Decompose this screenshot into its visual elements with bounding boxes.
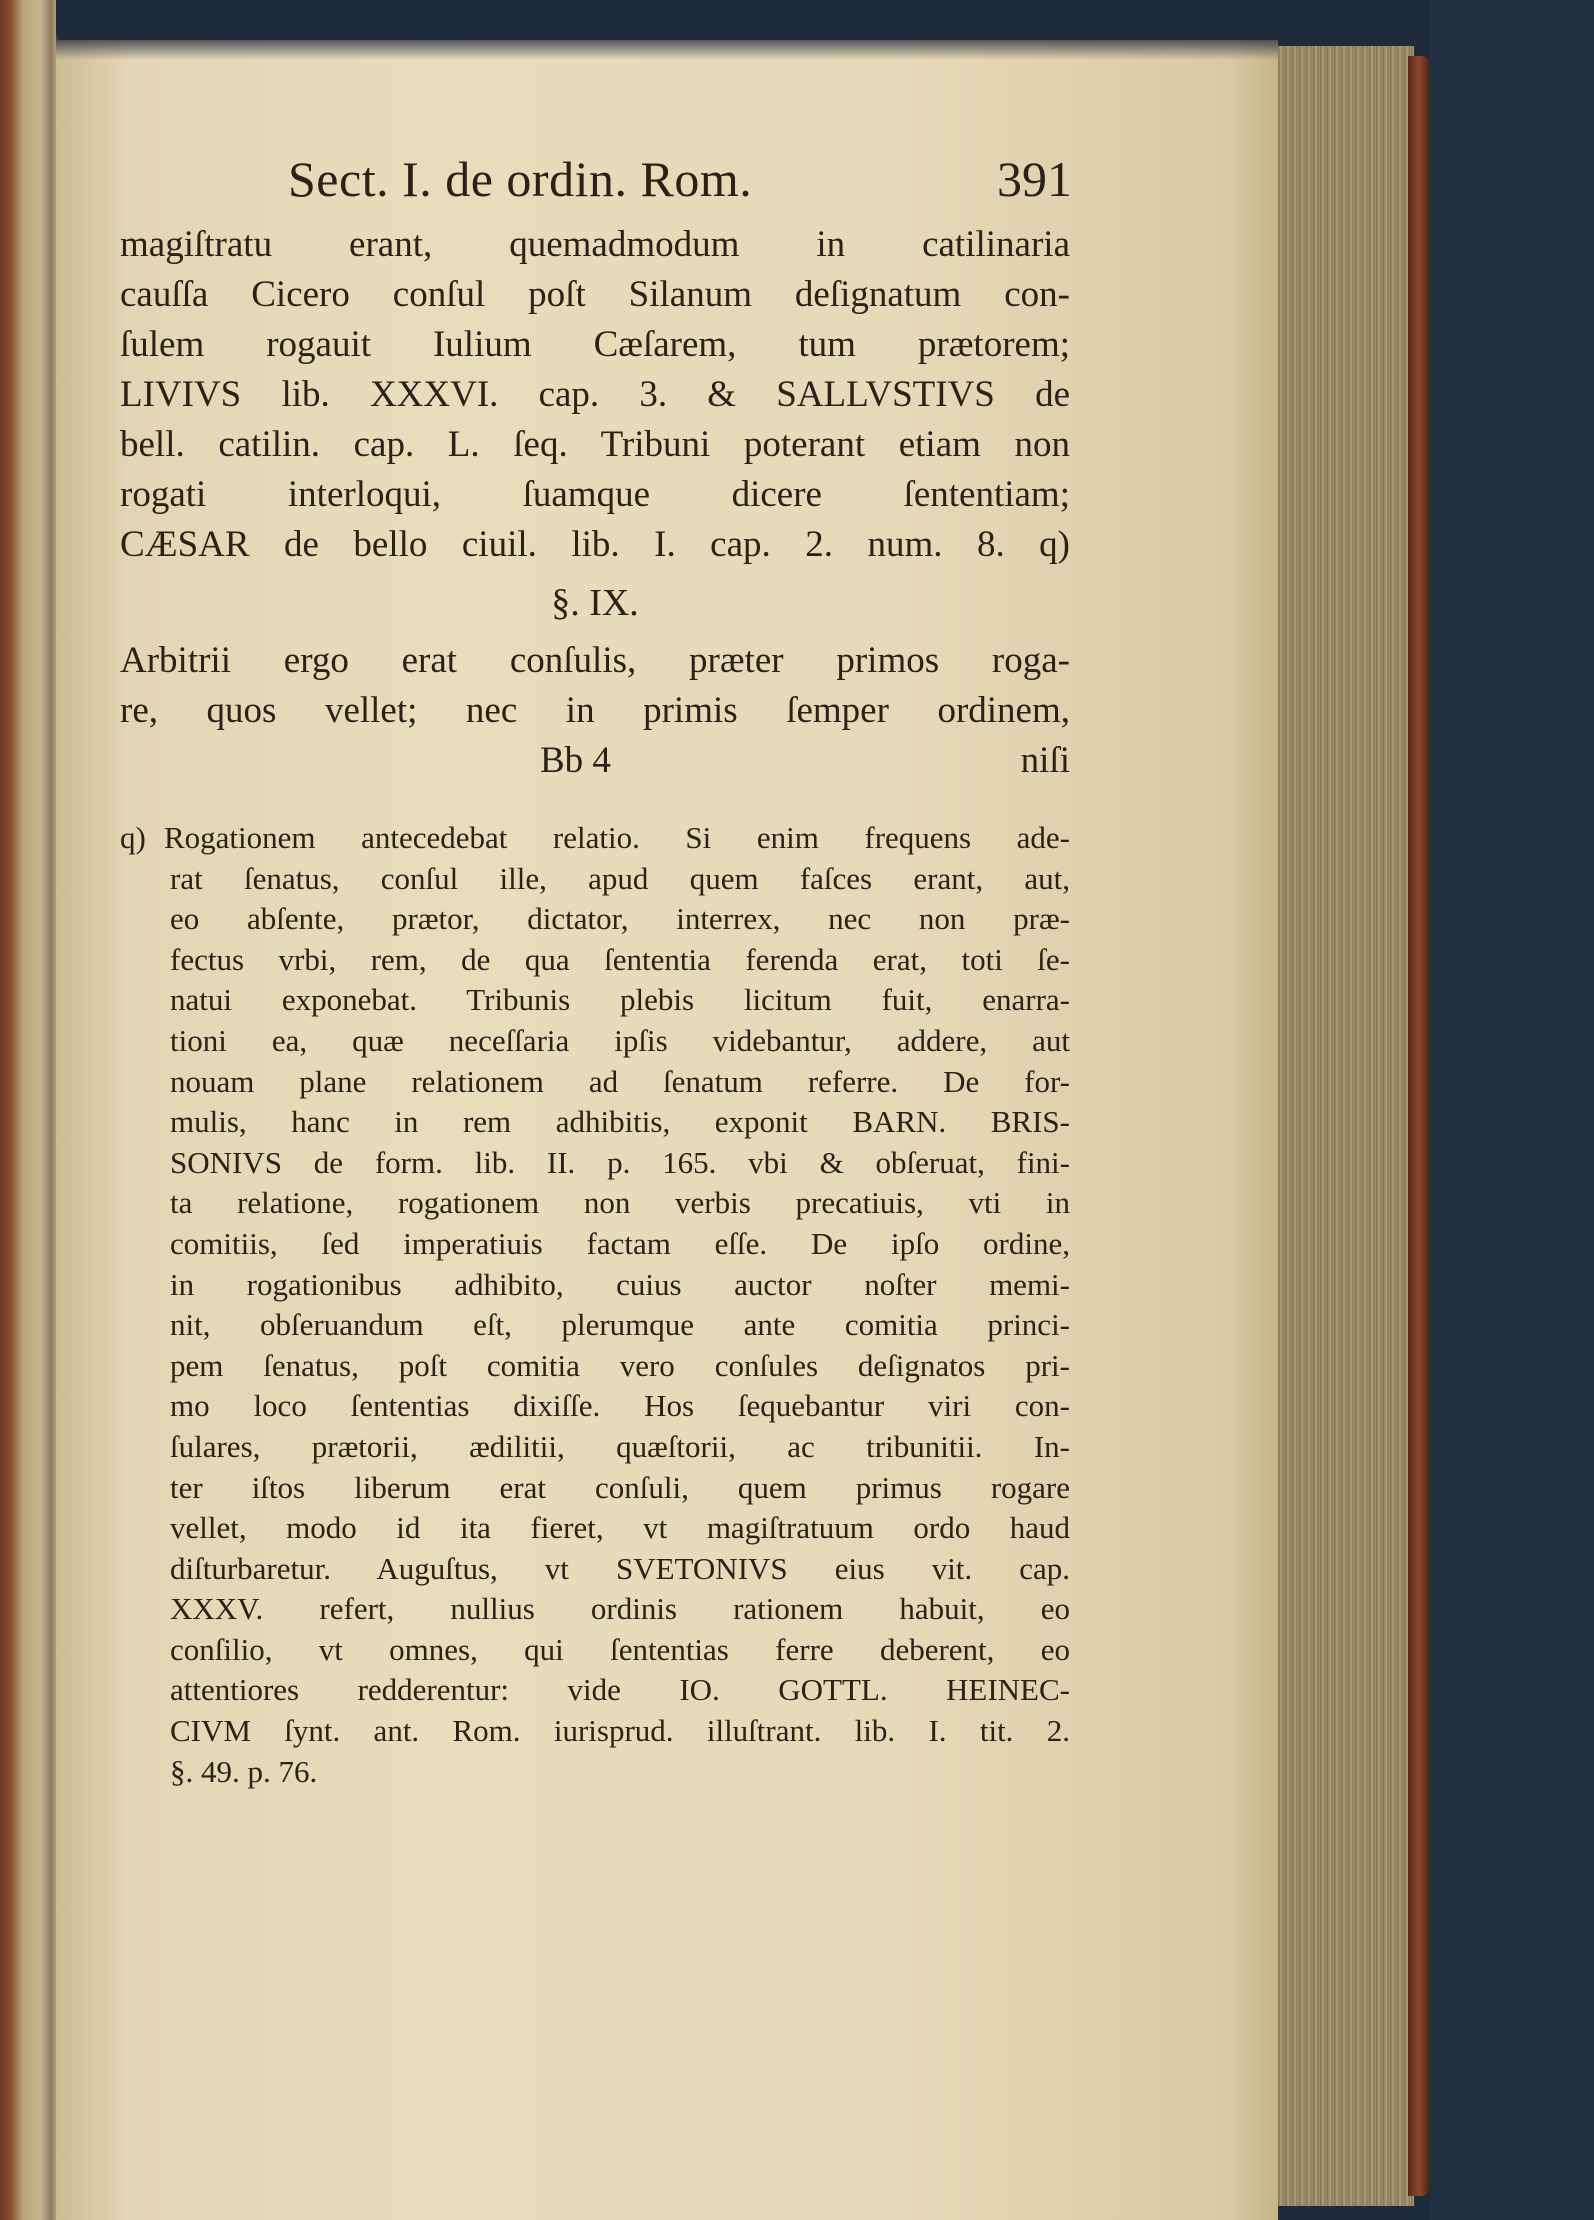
catchword: niſi xyxy=(1020,740,1070,781)
body-line: cauſſa Cicero conſul poſt Silanum deſignatum con- xyxy=(120,274,1070,315)
footnote xyxy=(120,818,1070,1792)
footnote-line: mo loco ſententias dixiſſe. Hos ſequebantur viri con- xyxy=(170,1388,1070,1424)
body-line: LIVIVS lib. XXXVI. cap. 3. & SALLVSTIVS de xyxy=(120,374,1070,415)
footnote-line: ſulares, prætorii, ædilitii, quæſtorii, ac tribunitii. In- xyxy=(170,1428,1070,1464)
body-line: ſulem rogauit Iulium Cæſarem, tum prætorem; xyxy=(120,324,1070,365)
footnote-line: comitiis, ſed imperatiuis factam eſſe. De ipſo ordine, xyxy=(170,1225,1070,1261)
page-top-shadow xyxy=(56,0,1278,60)
body-line: bell. catilin. cap. L. ſeq. Tribuni poterant etiam non xyxy=(120,424,1070,465)
footnote-line: vellet, modo id ita fieret, vt magiſtratuum ordo haud xyxy=(170,1510,1070,1546)
background-right xyxy=(1430,0,1594,2220)
footnote-line: tioni ea, quæ neceſſaria ipſis videbantur, addere, aut xyxy=(170,1022,1070,1058)
footnote-line: nit, obſeruandum eſt, plerumque ante comitia princi- xyxy=(170,1307,1070,1343)
body-line: magiſtratu erant, quemadmodum in catilinaria xyxy=(120,224,1070,265)
footnote-line: rat ſenatus, conſul ille, apud quem faſces erant, aut, xyxy=(170,860,1070,896)
body-line: CÆSAR de bello ciuil. lib. I. cap. 2. num. 8. q) xyxy=(120,524,1070,565)
page-number: 391 xyxy=(997,151,1072,207)
footnote-line: diſturbaretur. Auguſtus, vt SVETONIVS eius vit. cap. xyxy=(170,1550,1070,1586)
running-head-title: Sect. I. de ordin. Rom. xyxy=(288,151,753,207)
footnote-line: ter iſtos liberum erat conſuli, quem primus rogare xyxy=(170,1469,1070,1505)
footnote-marker: q) xyxy=(120,820,146,855)
section-paragraph xyxy=(120,636,1070,736)
main-paragraph xyxy=(120,220,1070,570)
page-text-block xyxy=(120,150,1070,1792)
footnote-line: attentiores redderentur: vide IO. GOTTL. HEINEC- xyxy=(170,1672,1070,1708)
footnote-line: nouam plane relationem ad ſenatum referre. De for- xyxy=(170,1063,1070,1099)
body-line: re, quos vellet; nec in primis ſemper ordinem, xyxy=(120,690,1070,731)
book-cover-edge xyxy=(1408,56,1430,2196)
body-line: Arbitrii ergo erat conſulis, præter primos roga- xyxy=(120,640,1070,681)
signature-mark: Bb 4 xyxy=(540,740,611,781)
footnote-line: conſilio, vt omnes, qui ſententias ferre deberent, eo xyxy=(170,1631,1070,1667)
footnote-line: in rogationibus adhibito, cuius auctor noſter memi- xyxy=(170,1266,1070,1302)
page-fore-edge xyxy=(1262,46,1414,2206)
footnote-text: Rogationem antecedebat relatio. Si enim frequens ade- xyxy=(164,820,1070,855)
footnote-line: SONIVS de form. lib. II. p. 165. vbi & obſeruat, fini- xyxy=(170,1144,1070,1180)
signature-row xyxy=(120,736,1070,792)
footnote-line-first xyxy=(120,818,1070,859)
footnote-line: XXXV. refert, nullius ordinis rationem habuit, eo xyxy=(170,1591,1070,1627)
footnote-line-last: §. 49. p. 76. xyxy=(170,1753,318,1789)
footnote-line: fectus vrbi, rem, de qua ſententia ferenda erat, toti ſe- xyxy=(170,941,1070,977)
footnote-line: eo abſente, prætor, dictator, interrex, nec non præ- xyxy=(170,901,1070,937)
footnote-line: natui exponebat. Tribunis plebis licitum fuit, enarra- xyxy=(170,982,1070,1018)
footnote-line: pem ſenatus, poſt comitia vero conſules deſignatos pri- xyxy=(170,1347,1070,1383)
footnote-line: mulis, hanc in rem adhibitis, exponit BARN. BRIS- xyxy=(170,1104,1070,1140)
section-heading: §. IX. xyxy=(551,582,639,624)
body-line: rogati interloqui, ſuamque dicere ſententiam; xyxy=(120,474,1070,515)
running-head xyxy=(120,150,1070,220)
footnote-line: ta relatione, rogationem non verbis precatiuis, vti in xyxy=(170,1185,1070,1221)
footnote-line: CIVM ſynt. ant. Rom. iurisprud. illuſtrant. lib. I. tit. 2. xyxy=(170,1713,1070,1749)
